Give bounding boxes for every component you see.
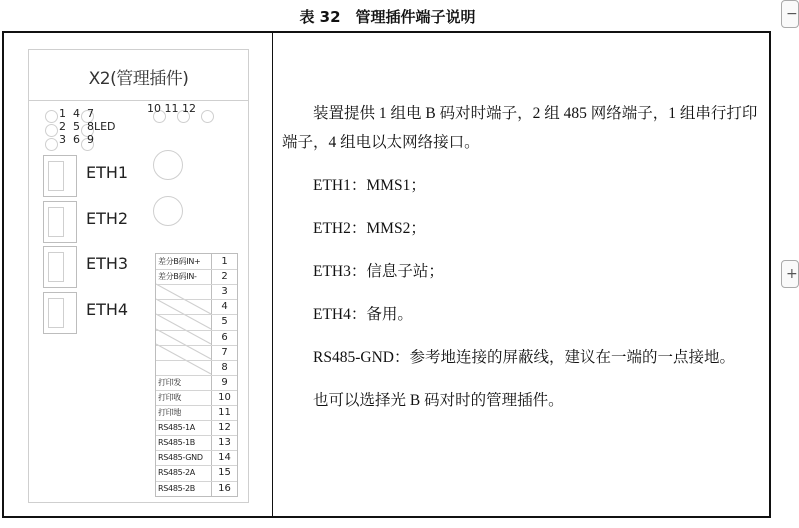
eth3-description: ETH3：信息子站； xyxy=(313,263,444,280)
eth3-port-icon xyxy=(43,246,77,288)
terminal-row xyxy=(156,481,237,496)
terminal-row xyxy=(156,314,237,329)
terminal-number: 1 xyxy=(221,256,228,267)
terminal-number: 12 xyxy=(218,422,231,434)
terminal-block xyxy=(155,253,238,497)
expand-button[interactable]: + xyxy=(781,260,799,288)
led-numbers-row2: 2 5 8LED xyxy=(59,120,116,133)
terminal-separator xyxy=(156,284,237,285)
terminal-row xyxy=(156,405,237,420)
module-diagram xyxy=(28,49,249,503)
terminal-row xyxy=(156,375,237,390)
connector-circle xyxy=(153,150,183,180)
terminal-separator xyxy=(156,390,237,391)
eth1-port-icon xyxy=(43,155,77,197)
terminal-separator xyxy=(156,375,237,376)
led-numbers-row3: 3 6 9 xyxy=(59,133,94,146)
terminal-number: 8 xyxy=(221,361,228,373)
terminal-number: 11 xyxy=(218,407,231,418)
terminal-separator xyxy=(156,481,237,482)
table-caption: 表 32 管理插件端子说明 xyxy=(299,8,476,26)
led-numbers-row1: 1 4 7 xyxy=(59,107,94,120)
terminal-row xyxy=(156,345,237,360)
eth2-port-icon xyxy=(43,201,77,243)
module-title: X2(管理插件) xyxy=(88,69,189,89)
terminal-label: RS485-1A xyxy=(158,423,195,433)
terminal-row xyxy=(156,284,237,299)
terminal-number: 13 xyxy=(218,437,231,449)
terminal-label: 差分B码IN- xyxy=(158,272,197,282)
terminal-label: 打印发 xyxy=(158,377,182,387)
terminal-number: 3 xyxy=(221,286,228,298)
eth3-label: ETH3 xyxy=(86,254,129,273)
eth4-port-icon xyxy=(43,292,77,334)
terminal-row xyxy=(156,254,237,269)
led-indicator xyxy=(201,110,214,123)
description-text xyxy=(282,99,766,429)
terminal-label: 打印地 xyxy=(158,408,182,417)
terminal-separator xyxy=(156,269,237,270)
terminal-row xyxy=(156,330,237,345)
terminal-row xyxy=(156,360,237,375)
terminal-row xyxy=(156,450,237,465)
terminal-row xyxy=(156,269,237,284)
terminal-row xyxy=(156,299,237,314)
terminal-number: 9 xyxy=(221,376,228,388)
terminal-separator xyxy=(156,420,237,421)
terminal-row xyxy=(156,465,237,480)
led-indicator xyxy=(45,138,58,151)
terminal-separator xyxy=(156,299,237,300)
terminal-separator xyxy=(156,405,237,406)
terminal-separator xyxy=(156,465,237,466)
terminal-separator xyxy=(156,345,237,346)
terminal-number: 16 xyxy=(218,482,231,494)
title-separator xyxy=(29,100,248,101)
terminal-separator xyxy=(156,330,237,331)
terminal-separator xyxy=(156,435,237,436)
rs485-gnd-description: RS485-GND：参考地连接的屏蔽线，建议在一端的一点接地。 xyxy=(313,349,735,366)
terminal-label: 差分B码IN+ xyxy=(158,257,201,266)
terminal-number: 6 xyxy=(221,331,228,343)
terminal-separator xyxy=(156,360,237,361)
terminal-label: RS485-2A xyxy=(158,468,195,478)
led-indicator xyxy=(45,110,58,123)
terminal-number: 14 xyxy=(218,452,231,464)
led-indicator xyxy=(45,124,58,137)
eth2-label: ETH2 xyxy=(86,209,129,228)
terminal-row xyxy=(156,390,237,405)
terminal-number: 15 xyxy=(218,467,231,479)
optional-note: 也可以选择光 B 码对时的管理插件。 xyxy=(313,392,564,409)
eth4-description: ETH4：备用。 xyxy=(313,306,413,323)
terminal-separator xyxy=(156,314,237,315)
terminal-number: 2 xyxy=(221,271,228,283)
terminal-separator xyxy=(156,450,237,451)
column-divider xyxy=(272,33,273,516)
terminal-label: RS485-GND xyxy=(158,453,203,463)
terminal-label: RS485-2B xyxy=(158,483,195,493)
terminal-label: RS485-1B xyxy=(158,438,195,448)
eth4-label: ETH4 xyxy=(86,300,129,319)
terminal-number: 10 xyxy=(218,391,231,403)
terminal-row xyxy=(156,435,237,450)
terminal-number: 4 xyxy=(221,301,228,313)
terminal-number: 7 xyxy=(221,346,228,358)
indicator-numbers: 10 11 12 xyxy=(147,102,196,115)
terminal-label: 打印收 xyxy=(158,392,182,402)
terminal-row xyxy=(156,420,237,435)
eth2-description: ETH2：MMS2； xyxy=(313,220,426,237)
terminal-number: 5 xyxy=(221,316,228,328)
connector-circle xyxy=(153,196,183,226)
eth1-label: ETH1 xyxy=(86,163,129,182)
terminal-table xyxy=(2,31,771,518)
eth1-description: ETH1：MMS1； xyxy=(313,177,426,194)
collapse-button[interactable]: − xyxy=(781,0,799,28)
intro-paragraph: 装置提供 1 组电 B 码对时端子，2 组 485 网络端子，1 组串行打印端子，4 组电以太网络接口。 xyxy=(282,105,758,151)
